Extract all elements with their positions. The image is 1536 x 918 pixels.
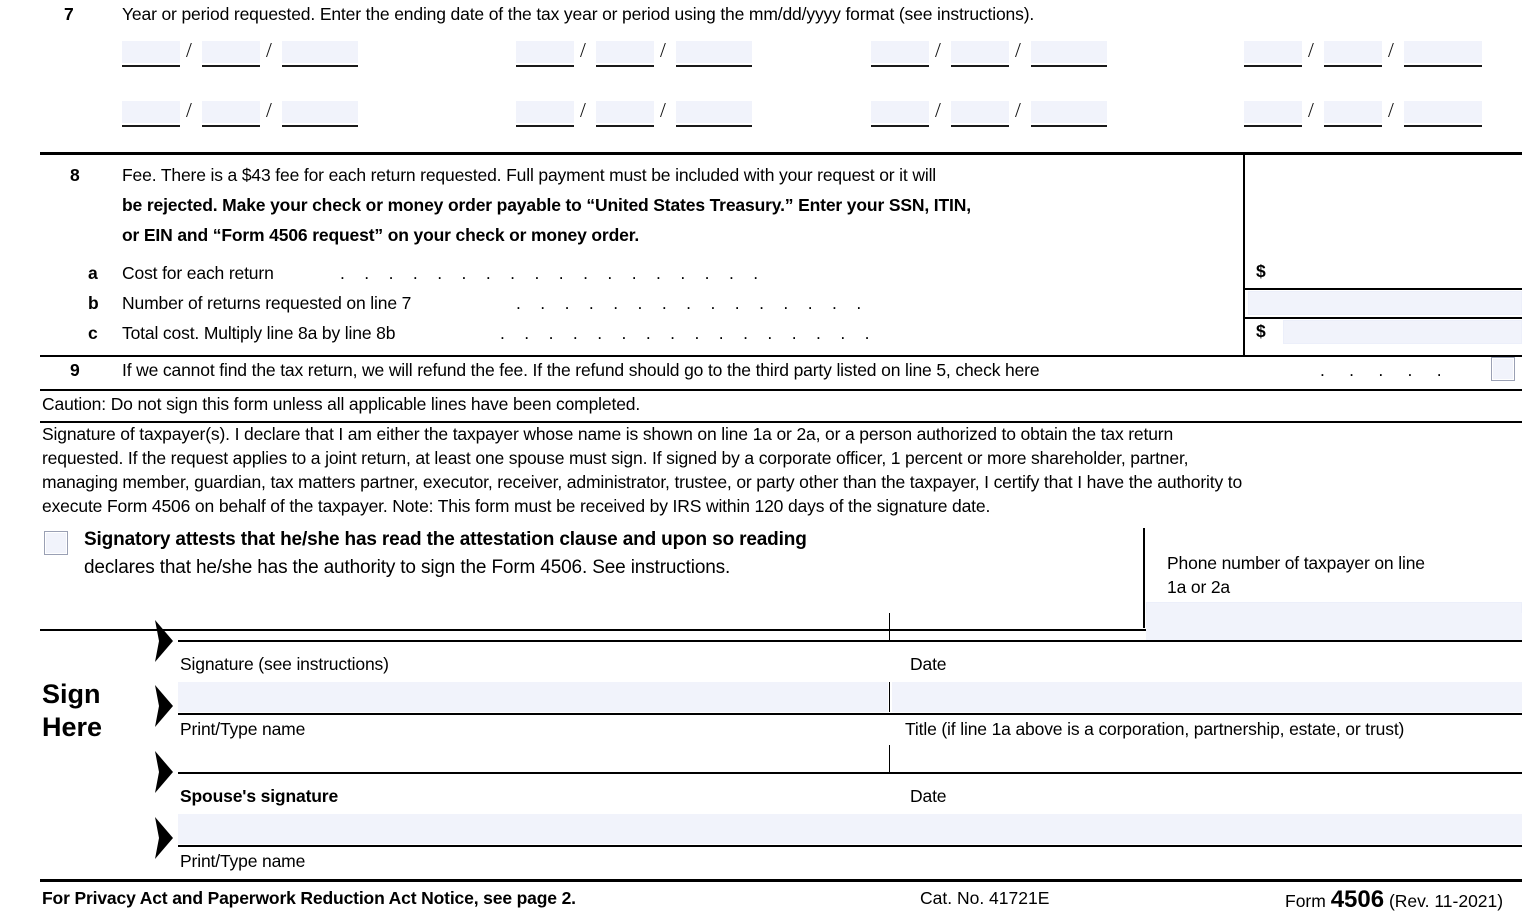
fee-intro: There is a $43 fee for each return requested. [156,165,507,185]
date-year-field[interactable] [1404,41,1482,67]
line-7-title-rest: . Enter the ending date of the tax year or period using the mm/dd/yyyy format (see instructions). [310,4,1035,24]
attestation-line-1: Signatory attests that he/she has read the attestation clause and upon so reading [84,529,807,550]
date-separator: / [935,38,941,62]
signatory-attestation-checkbox[interactable] [44,531,68,555]
signature-date-label: Date [910,654,947,674]
signature-declaration-line-4 [42,496,990,517]
date-separator: / [186,98,192,122]
section-divider-line9 [40,355,1522,357]
date-day-field[interactable] [596,101,654,127]
fee-bold-1: Full payment must be included with your request or it will [506,165,937,185]
sign-here-label-line2: Here [42,712,103,742]
line-9-number: 9 [70,360,80,380]
date-day-field[interactable] [202,101,260,127]
signature-row1-divider [889,613,890,641]
line-7-number: 7 [64,4,74,24]
section-divider-caution [40,389,1522,391]
date-separator: / [660,98,666,122]
fee-label: Fee. [122,165,157,185]
date-year-field[interactable] [282,41,358,67]
form-number-block [1285,886,1503,914]
line-8c-leader-dots: . . . . . . . . . . . . . . . . [500,323,870,343]
line-8-fee-text-3: or EIN and “Form 4506 request” on your check or money order. [122,225,640,245]
sign-here-label [42,678,102,744]
print-type-name-field[interactable] [178,682,888,712]
date-separator: / [1308,98,1314,122]
phone-block-divider [1143,528,1145,628]
date-year-field[interactable] [676,41,752,67]
footer-rule [40,879,1522,882]
date-separator: / [1388,38,1394,62]
date-separator: / [1388,98,1394,122]
date-separator: / [1308,38,1314,62]
signature-label [180,654,389,675]
date-month-field[interactable] [871,101,929,127]
signature-declaration-line-1 [42,424,1173,445]
spouse-signature-label: Spouse's signature [180,786,339,806]
signature-declaration-line4-pre: execute Form 4506 on behalf of the taxpayer. [42,496,393,516]
line-9-leader-dots: . . . . . [1320,360,1442,380]
caution-text [42,394,640,415]
line-8c-label: Total cost. Multiply line 8a by line 8b [122,323,396,343]
date-separator: / [580,98,586,122]
date-year-field[interactable] [1031,101,1107,127]
line-8b-leader-dots: . . . . . . . . . . . . . . . [516,293,862,313]
signature-row3-divider [889,745,890,773]
date-year-field[interactable] [282,101,358,127]
signature-declaration-line1-rest: I declare that I am either the taxpayer whose name is shown on line 1a or 2a, or a person authorized to obtain the tax return [229,424,1174,444]
line-8a-label: Cost for each return [122,263,274,283]
line-8-number: 8 [70,165,80,185]
title-field[interactable] [892,682,1522,712]
signature-declaration-line-3: managing member, guardian, tax matters partner, executor, receiver, administrator, trustee, or party other than the taxpayer, I certify that I have the authority to [42,472,1243,492]
signature-row4-rule [178,845,1522,847]
signature-declaration-heading: Signature of taxpayer(s). [42,424,230,444]
date-month-field[interactable] [516,101,574,127]
line-8a-amount-field[interactable] [1283,258,1522,284]
fee-column-divider [1243,153,1245,356]
line-8b-bottom-rule [1244,317,1522,319]
section-divider-line8 [40,152,1522,155]
spouse-date-label: Date [910,786,947,806]
form-revision: (Rev. 11-2021) [1388,891,1504,911]
print-type-name-label: Print/Type name [180,719,306,739]
date-day-field[interactable] [1324,41,1382,67]
title-label-bold: Title [905,719,937,739]
line-7-instruction [122,4,1034,25]
date-month-field[interactable] [122,101,180,127]
attestation-line2-bold: declares that he/she has the authority to sign the Form 4506. [84,557,588,578]
date-separator: / [186,38,192,62]
phone-label-line-2: 1a or 2a [1167,577,1231,597]
date-month-field[interactable] [871,41,929,67]
signature-row2-rule [178,713,1522,715]
line-8-fee-text-2: be rejected. Make your check or money order payable to “United States Treasury.” Enter your SSN, ITIN, [122,195,971,215]
signature-row3-rule [178,772,1522,774]
date-separator: / [935,98,941,122]
title-label-rest: (if line 1a above is a corporation, partnership, estate, or trust) [936,719,1405,739]
date-year-field[interactable] [676,101,752,127]
date-month-field[interactable] [516,41,574,67]
line-7-title: Year or period requested [122,4,311,24]
line-8c-amount-field[interactable] [1283,320,1522,344]
line-8a-bottom-rule [1244,288,1522,290]
caution-label: Caution: [42,394,106,414]
catalog-number: Cat. No. 41721E [920,888,1050,908]
date-month-field[interactable] [122,41,180,67]
note-label: Note: [392,496,434,516]
date-month-field[interactable] [1244,41,1302,67]
date-month-field[interactable] [1244,101,1302,127]
date-separator: / [580,38,586,62]
phone-field-continuation[interactable] [1146,613,1522,640]
line-9-text: If we cannot find the tax return, we will refund the fee. If the refund should go to the third party listed on line 5, check here [122,360,1040,380]
section-divider-signature [40,421,1522,423]
date-separator: / [266,38,272,62]
line-8b-amount-field[interactable] [1248,291,1522,315]
attestation-line-2 [84,557,730,578]
date-year-field[interactable] [1404,101,1482,127]
date-separator: / [660,38,666,62]
signature-row1-rule [178,640,1522,642]
date-day-field[interactable] [202,41,260,67]
line-8a-dollar-sign: $ [1256,261,1266,281]
date-day-field[interactable] [596,41,654,67]
signature-declaration-line-2: requested. If the request applies to a joint return, at least one spouse must sign. If signed by a corporate officer, 1 percent or more shareholder, partner, [42,448,1189,468]
privacy-act-notice: For Privacy Act and Paperwork Reduction Act Notice, see page 2. [42,888,576,908]
signature-row2-divider [889,682,890,712]
spouse-print-type-name-label: Print/Type name [180,851,306,871]
spouse-print-type-name-field[interactable] [178,814,1522,844]
date-year-field[interactable] [1031,41,1107,67]
date-separator: / [1015,38,1021,62]
date-day-field[interactable] [951,101,1009,127]
line-8a-letter: a [88,263,98,283]
caution-body: Do not sign this form unless all applicable lines have been completed. [105,394,641,414]
signature-declaration-line4-post: This form must be received by IRS within 120 days of the signature date. [433,496,991,516]
line-8a-leader-dots: . . . . . . . . . . . . . . . . . . [340,263,759,283]
line-9-refund-third-party-checkbox[interactable] [1491,357,1515,381]
line-8b-label: Number of returns requested on line 7 [122,293,412,313]
phone-label-line-1: Phone number of taxpayer on line [1167,553,1425,573]
line-8b-letter: b [88,293,99,313]
form-number: 4506 [1330,886,1385,913]
sign-here-label-line1: Sign [42,679,101,709]
line-8c-letter: c [88,323,98,343]
form-word: Form [1285,891,1326,911]
date-day-field[interactable] [1324,101,1382,127]
signature-label-bold: Signature [180,654,254,674]
date-day-field[interactable] [951,41,1009,67]
attestation-line2-tail: See instructions. [587,557,731,578]
title-label [905,719,1404,740]
signature-label-rest: (see instructions) [253,654,389,674]
line-8c-dollar-sign: $ [1256,321,1266,341]
line-8-fee-text-1 [122,165,936,186]
date-separator: / [1015,98,1021,122]
date-separator: / [266,98,272,122]
